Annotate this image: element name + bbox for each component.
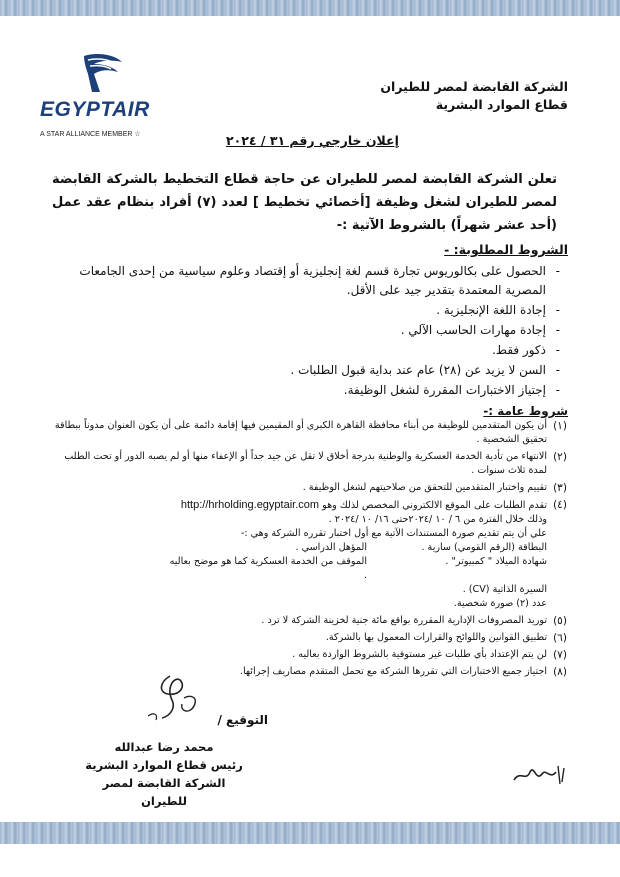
handwritten-signature xyxy=(140,668,220,728)
document-item: شهادة الميلاد " كمبيوتر" . xyxy=(445,556,547,567)
signatory-name: محمد رضا عبدالله xyxy=(114,740,214,754)
document-item: عدد (٢) صورة شخصية. xyxy=(453,598,547,609)
list-item: - ذكور فقط. xyxy=(60,341,560,360)
documents-intro: علي أن يتم تقديم صورة المستندات الآتية مع أول اختبار تقرره الشركة وهي :- xyxy=(240,528,547,539)
list-item xyxy=(48,450,573,478)
general-conditions-heading: شروط عامة :- xyxy=(483,404,568,418)
item-text: لن يتم الإعتداد بأي طلبات غير مستوفية بالشروط الواردة بعاليه . xyxy=(292,649,547,660)
list-item: - إجادة مهارات الحاسب الآلي . xyxy=(60,321,560,340)
logo-tagline: A STAR ALLIANCE MEMBER ☆ xyxy=(40,131,141,138)
item-number: (٣) xyxy=(553,482,567,494)
list-item xyxy=(48,481,573,495)
top-scan-band xyxy=(0,0,620,16)
horus-falcon-icon xyxy=(78,52,126,96)
document-spacer xyxy=(167,583,367,597)
announcement-title: إعلان خارجي رقم ٣١ / ٢٠٢٤ xyxy=(226,133,399,148)
handwritten-initials xyxy=(510,760,570,790)
list-item xyxy=(48,614,573,628)
egyptair-logo xyxy=(40,52,175,138)
application-period: وذلك خلال الفترة من ٦ / ١٠ /٢٠٢٤حتى ١٦/ ١٠ /٢٠٢٤ . xyxy=(328,514,547,525)
item-number: (٢) xyxy=(553,451,567,463)
signature-label: التوقيع / xyxy=(217,713,268,727)
item-number: (١) xyxy=(553,420,567,432)
signatory-company: الشركة القابضة لمصر للطيران xyxy=(102,776,226,808)
bottom-scan-band xyxy=(0,822,620,844)
list-item xyxy=(48,498,573,611)
company-sector: قطاع الموارد البشرية xyxy=(435,97,568,112)
document-item: الموقف من الخدمة العسكرية كما هو موضح بعاليه . xyxy=(169,556,367,581)
item-text: تقييم واختبار المتقدمين للتحقق من صلاحيتهم لشغل الوظيفة . xyxy=(302,482,547,493)
item-number: (٦) xyxy=(553,632,567,644)
item-text: تطبيق القوانين واللوائح والقرارات المعمول بها بالشركة. xyxy=(325,632,547,643)
document-item: البطاقة (الرقم القومي) سارية . xyxy=(421,542,547,553)
item-text: الانتهاء من تأدية الخدمة العسكرية والوطنية بدرجة أخلاق لا تقل عن جيد جداً أو الإعفاء منها أو لم يصبه الدور أو تحت الطلب لمدة ثلاث سنوات . xyxy=(64,451,547,476)
list-item: - الحصول على بكالوريوس تجارة قسم لغة إنجليزية أو إقتصاد وعلوم سياسية من إحدى الجامعات المصرية المعتمدة بتقدير جيد على الأقل. xyxy=(60,262,560,300)
item-text xyxy=(48,498,547,611)
list-item xyxy=(48,665,573,679)
item-text: توريد المصروفات الإدارية المقررة بواقع مائة جنية لخزينة الشركة لا ترد . xyxy=(261,615,547,626)
requirements-heading: الشروط المطلوبة: - xyxy=(444,242,568,257)
item-number: (٨) xyxy=(553,666,567,678)
item-number: (٤) xyxy=(553,499,567,511)
documents-list xyxy=(48,541,547,611)
signatory-title: رئيس قطاع الموارد البشرية xyxy=(85,758,243,772)
application-url-link[interactable]: http://hrholding.egyptair.com xyxy=(180,499,320,511)
list-item: - إجادة اللغة الإنجليزية . xyxy=(60,301,560,320)
requirements-list xyxy=(60,262,560,401)
signatory-block xyxy=(84,738,244,810)
item-text: اجتياز جميع الاختبارات التي تقررها الشركة مع تحمل المتقدم مصاريف إجرائها. xyxy=(239,666,547,677)
list-item xyxy=(48,419,573,447)
company-header xyxy=(380,78,568,114)
item-text: أن يكون المتقدمين للوظيفة من أبناء محافظة القاهرة الكبرى أو المقيمين فيها إقامة دائمة على أن يكون العنوان مدوناً ببطاقة تحقيق الشخصية . xyxy=(54,420,547,445)
intro-paragraph: تعلن الشركة القابضة لمصر للطيران عن حاجة قطاع التخطيط بالشركة القابضة لمصر للطيران لشغل وظيفة [أخصائي تخطيط ] لعدد (٧) أفراد بنظام عقد عمل (أحد عشر شهراً) بالشروط الآتية :- xyxy=(52,172,557,233)
item-number: (٥) xyxy=(553,615,567,627)
list-item: - السن لا يزيد عن (٢٨) عام عند بداية قبول الطلبات . xyxy=(60,361,560,380)
company-name: الشركة القابضة لمصر للطيران xyxy=(380,79,568,94)
list-item: - إجتياز الاختبارات المقررة لشغل الوظيفة. xyxy=(60,381,560,400)
document-item: المؤهل الدراسي . xyxy=(295,542,367,553)
list-item xyxy=(48,648,573,662)
list-item xyxy=(48,631,573,645)
logo-wordmark: EGYPTAIR xyxy=(40,98,150,121)
document-item: السيرة الذاتية (CV) . xyxy=(462,584,547,595)
general-conditions-list xyxy=(48,419,573,682)
item-number: (٧) xyxy=(553,649,567,661)
application-text: تقدم الطلبات على الموقع الالكتروني المخصص لذلك وهو xyxy=(322,500,547,511)
